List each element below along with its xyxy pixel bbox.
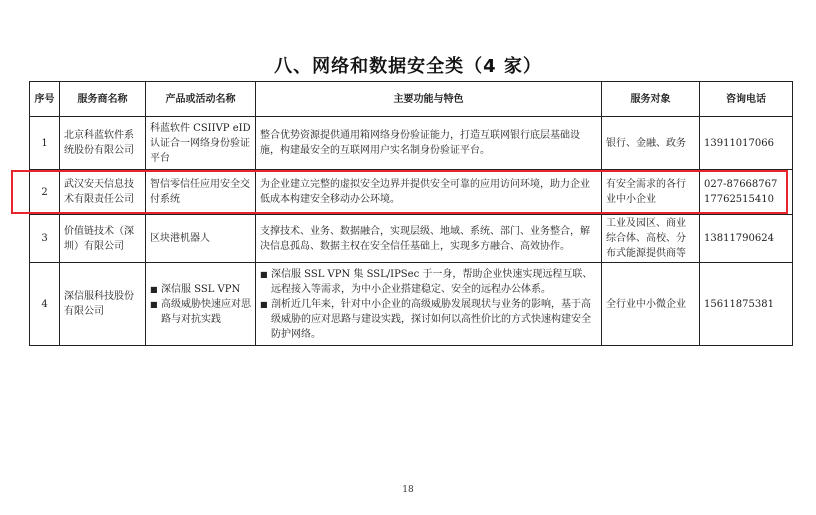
- feature-item: ■ 深信服 SSL VPN 集 SSL/IPSec 于一身，帮助企业快速实现远程互联、远程接入等需求，为中小企业搭建稳定、安全的远程办公体系。: [260, 267, 597, 297]
- header-provider: 服务商名称: [60, 82, 146, 117]
- row-target: 有安全需求的各行业中小企业: [602, 170, 700, 215]
- row-product: [146, 263, 256, 346]
- row-provider: 武汉安天信息技术有限责任公司: [60, 170, 146, 215]
- row-product: 区块港机器人: [146, 215, 256, 263]
- product-item: ■ 深信服 SSL VPN: [150, 282, 251, 297]
- page-title: 八、网络和数据安全类（4 家）: [274, 56, 542, 77]
- header-index: 序号: [30, 82, 60, 117]
- table-header-row: [30, 82, 793, 117]
- service-provider-table: [29, 81, 793, 346]
- page-number: 18: [402, 485, 414, 495]
- header-target: 服务对象: [602, 82, 700, 117]
- row-index: 4: [30, 263, 60, 346]
- row-product: 科蓝软件 CSIIVP eID 认证合一网络身份验证平台: [146, 117, 256, 170]
- row-target: 工业及园区、商业综合体、高校、分布式能源提供商等: [602, 215, 700, 263]
- row-features: 整合优势资源提供通用箱网络身份验证能力，打造互联网银行底层基础设施，构建最安全的互联网用户实名制身份验证平台。: [256, 117, 602, 170]
- header-phone: 咨询电话: [700, 82, 793, 117]
- table-row: [30, 215, 793, 263]
- product-list: [150, 282, 251, 327]
- row-provider: 深信服科技股份有限公司: [60, 263, 146, 346]
- table-row: [30, 263, 793, 346]
- row-phone: 13911017066: [700, 117, 793, 170]
- row-features: 支撑技术、业务、数据融合，实现层级、地域、系统、部门、业务整合，解决信息孤岛、数据主权在安全信任基础上，实现多方融合、高效协作。: [256, 215, 602, 263]
- header-features: 主要功能与特色: [256, 82, 602, 117]
- table-row: [30, 117, 793, 170]
- row-provider: 价值链技术（深圳）有限公司: [60, 215, 146, 263]
- row-provider: 北京科蓝软件系统股份有限公司: [60, 117, 146, 170]
- row-target: 银行、金融、政务: [602, 117, 700, 170]
- row-index: 3: [30, 215, 60, 263]
- feature-list: [260, 267, 597, 342]
- row-target: 全行业中小微企业: [602, 263, 700, 346]
- row-features: 为企业建立完整的虚拟安全边界并提供安全可靠的应用访问环境，助力企业低成本构建安全移动办公环境。: [256, 170, 602, 215]
- row-index: 2: [30, 170, 60, 215]
- row-product: 智信零信任应用安全交付系统: [146, 170, 256, 215]
- row-phone: 027-87668767 17762515410: [700, 170, 793, 215]
- row-phone: 15611875381: [700, 263, 793, 346]
- row-index: 1: [30, 117, 60, 170]
- row-phone: 13811790624: [700, 215, 793, 263]
- header-product: 产品或活动名称: [146, 82, 256, 117]
- feature-item: ■ 剖析近几年来，针对中小企业的高级威胁发展现状与业务的影响，基于高级威胁的应对思路与建设实践，探讨如何以高性价比的方式快速构建安全防护网络。: [260, 297, 597, 342]
- table-row: [30, 170, 793, 215]
- row-features: [256, 263, 602, 346]
- product-item: ■ 高级威胁快速应对思路与对抗实践: [150, 297, 251, 327]
